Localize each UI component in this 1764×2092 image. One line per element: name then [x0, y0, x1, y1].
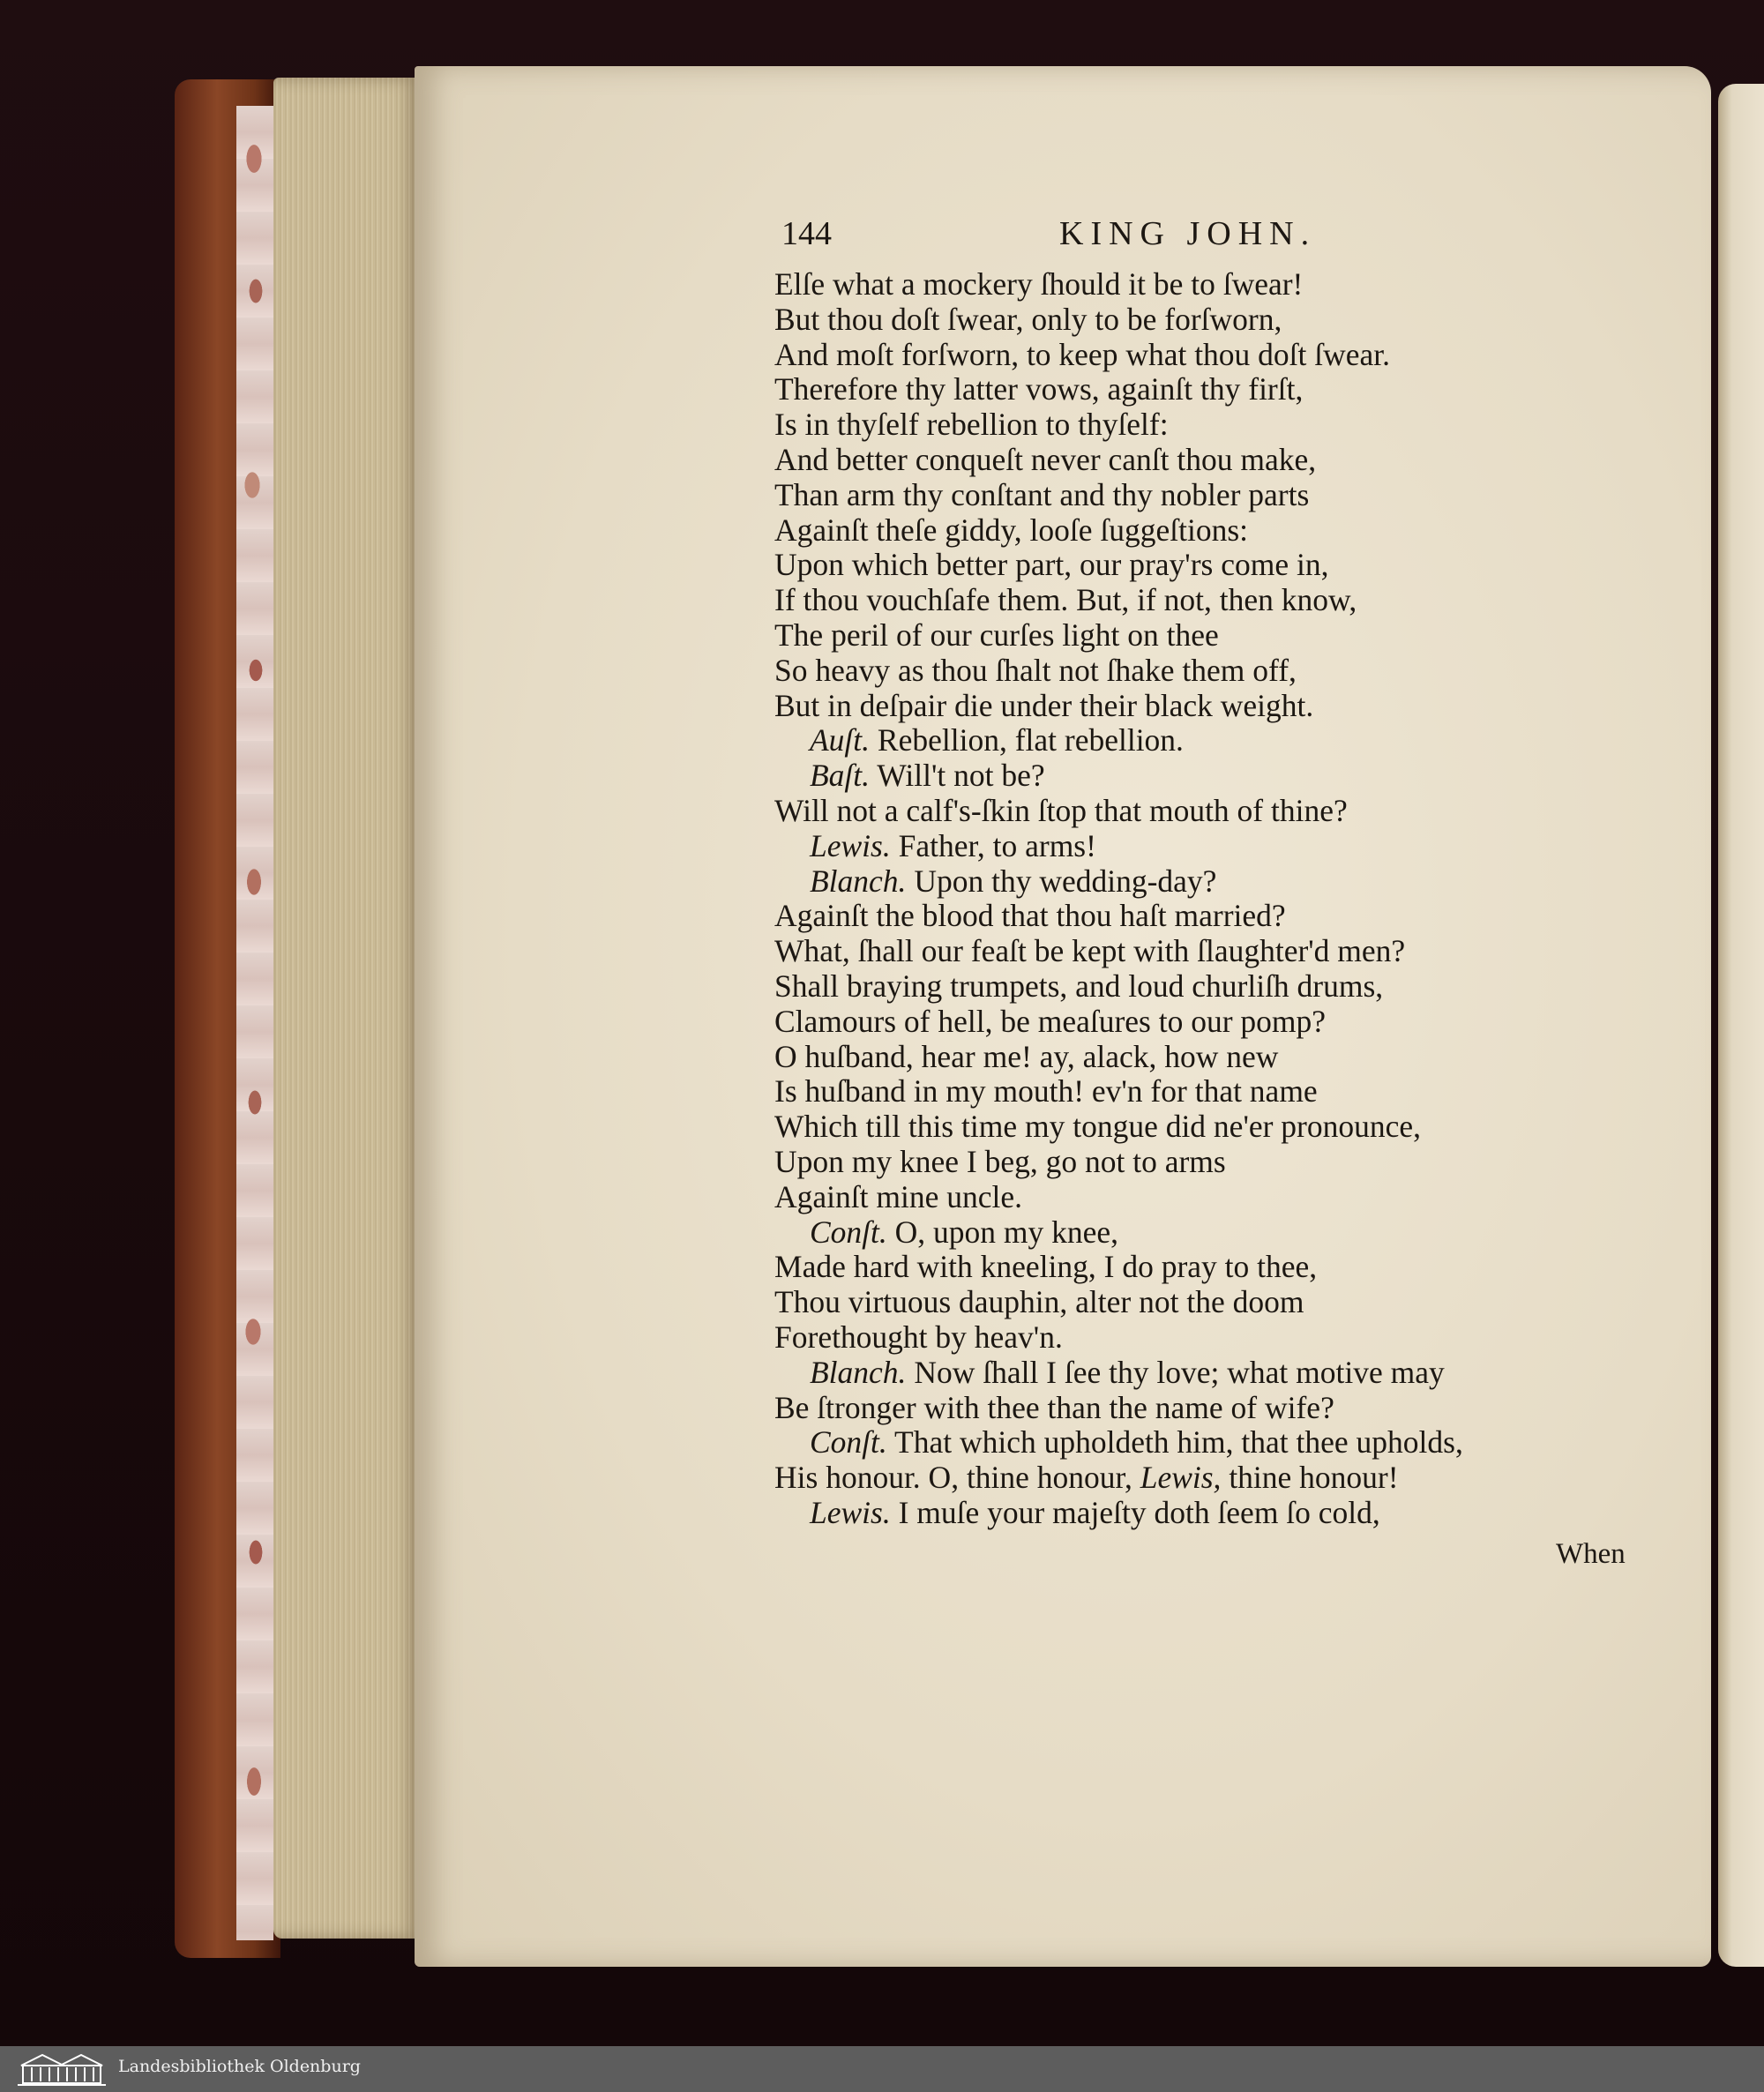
- verse-line: [774, 654, 1656, 689]
- verse-line: [774, 1250, 1656, 1285]
- line-text: Againſt mine uncle.: [774, 1178, 1022, 1214]
- page-text: [774, 214, 1656, 1531]
- line-text: So heavy as thou ſhalt not ſhake them off,: [774, 652, 1297, 688]
- marbled-endpaper: [236, 106, 273, 1940]
- verse-line: [774, 267, 1656, 303]
- verse-line: [774, 1356, 1656, 1391]
- line-text: Upon which better part, our pray'rs come in,: [774, 547, 1329, 583]
- verse-line: [774, 338, 1656, 373]
- line-text: Now ſhall I ſee thy love; what motive may: [914, 1354, 1445, 1390]
- speaker-name: Blanch.: [810, 1354, 907, 1390]
- verse-line: [774, 1145, 1656, 1180]
- speaker-name: Lewis.: [810, 827, 891, 863]
- line-text: Rebellion, flat rebellion.: [877, 722, 1184, 758]
- page-block-edge: [273, 78, 419, 1939]
- speaker-name: Blanch.: [810, 863, 907, 899]
- line-text: But thou doſt ſwear, only to be forſworn,: [774, 301, 1282, 337]
- verse-line: [774, 513, 1656, 549]
- line-text: If thou vouchſafe them. But, if not, then know,: [774, 582, 1357, 618]
- verse-lines: [774, 267, 1656, 1531]
- page-number: 144: [781, 215, 832, 252]
- line-text: Elſe what a mockery ſhould it be to ſwear!: [774, 266, 1304, 302]
- verse-line: [774, 1461, 1656, 1496]
- line-text: Againſt theſe giddy, looſe ſuggeſtions:: [774, 512, 1249, 548]
- line-text: Therefore thy latter vows, againſt thy firſt,: [774, 371, 1304, 407]
- verse-line: [774, 1110, 1656, 1145]
- verse-line: [774, 758, 1656, 794]
- line-text: Againſt the blood that thou haſt married?: [774, 898, 1286, 934]
- verse-line: [774, 548, 1656, 583]
- line-text: Will't not be?: [877, 758, 1045, 794]
- running-head: [774, 214, 1656, 267]
- verse-line: [774, 829, 1656, 864]
- verse-line: [774, 723, 1656, 758]
- verse-line: [774, 934, 1656, 969]
- speaker-name: Lewis.: [810, 1494, 891, 1530]
- verse-line: [774, 1215, 1656, 1251]
- verse-line: [774, 794, 1656, 829]
- line-text: Be ſtronger with thee than the name of wife?: [774, 1389, 1334, 1425]
- library-building-icon: [16, 2051, 108, 2087]
- verse-line: [774, 303, 1656, 338]
- verse-line: [774, 583, 1656, 618]
- verse-line: [774, 1040, 1656, 1075]
- line-text: The peril of our curſes light on thee: [774, 616, 1219, 653]
- verse-line: [774, 1285, 1656, 1320]
- line-text: Will not a calf's-ſkin ſtop that mouth of thine?: [774, 792, 1348, 828]
- library-name: Landesbibliothek Oldenburg: [118, 2057, 361, 2076]
- line-text: That which upholdeth him, that thee upholds,: [894, 1424, 1463, 1461]
- line-text: Upon my knee I beg, go not to arms: [774, 1143, 1226, 1179]
- facing-page-edge: [1718, 84, 1764, 1967]
- verse-line: [774, 1425, 1656, 1461]
- line-text: Upon thy wedding-day?: [914, 863, 1217, 899]
- verse-line: [774, 1005, 1656, 1040]
- verse-line: [774, 899, 1656, 934]
- line-text: Forethought by heav'n.: [774, 1319, 1063, 1355]
- verse-line: [774, 372, 1656, 407]
- line-text: Thou virtuous dauphin, alter not the doom: [774, 1284, 1304, 1320]
- verse-line: [774, 1391, 1656, 1426]
- verse-line: [774, 618, 1656, 654]
- verse-line: [774, 478, 1656, 513]
- line-text: O huſband, hear me! ay, alack, how new: [774, 1038, 1279, 1074]
- verse-line: [774, 1496, 1656, 1531]
- speaker-name: Baſt.: [810, 758, 871, 794]
- line-text: And moſt forſworn, to keep what thou doſt ſwear.: [774, 336, 1391, 372]
- verse-line: [774, 864, 1656, 900]
- line-text: Is huſband in my mouth! ev'n for that name: [774, 1073, 1318, 1110]
- footer-bar: [0, 2046, 1764, 2092]
- line-text: Father, to arms!: [898, 827, 1096, 863]
- catchword: When: [1556, 1538, 1626, 1570]
- verse-line: [774, 443, 1656, 478]
- speaker-name: Conſt.: [810, 1424, 887, 1461]
- italic-name: Lewis,: [1140, 1460, 1222, 1496]
- speaker-name: Conſt.: [810, 1214, 887, 1250]
- verse-line: [774, 1320, 1656, 1356]
- line-text: Which till this time my tongue did ne'er pronounce,: [774, 1109, 1422, 1145]
- line-text: Shall braying trumpets, and loud churliſh drums,: [774, 968, 1384, 1004]
- line-text: Than arm thy conſtant and thy nobler parts: [774, 476, 1310, 512]
- verse-line: [774, 689, 1656, 724]
- line-text-end: thine honour!: [1221, 1460, 1399, 1496]
- line-text: Made hard with kneeling, I do pray to thee,: [774, 1249, 1318, 1285]
- line-text: What, ſhall our feaſt be kept with ſlaughter'd men?: [774, 933, 1406, 969]
- line-text: Clamours of hell, be meaſures to our pomp?: [774, 1003, 1327, 1039]
- line-text: His honour. O, thine honour,: [774, 1460, 1140, 1496]
- verse-line: [774, 969, 1656, 1005]
- line-text: But in deſpair die under their black weight.: [774, 687, 1314, 723]
- line-text: And better conqueſt never canſt thou make,: [774, 441, 1317, 477]
- speaker-name: Auſt.: [810, 722, 871, 758]
- line-text: I muſe your majeſty doth ſeem ſo cold,: [898, 1494, 1380, 1530]
- line-text: O, upon my knee,: [894, 1214, 1119, 1250]
- verse-line: [774, 407, 1656, 443]
- verse-line: [774, 1074, 1656, 1110]
- line-text: Is in thyſelf rebellion to thyſelf:: [774, 407, 1169, 443]
- verse-line: [774, 1180, 1656, 1215]
- running-title: KING JOHN.: [1059, 215, 1317, 252]
